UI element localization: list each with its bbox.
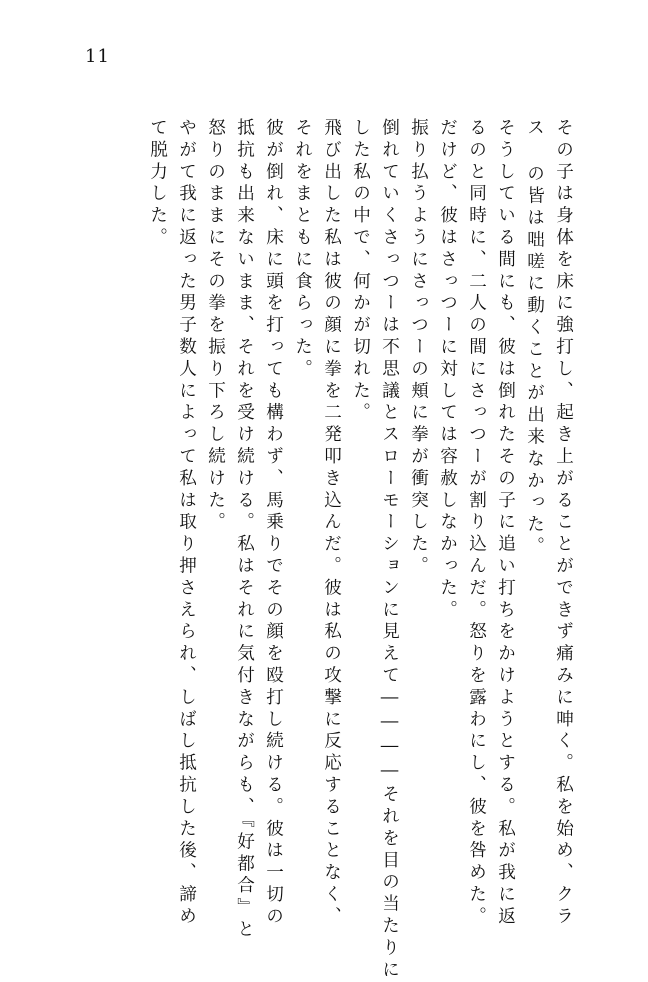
text-column: 飛び出した私は彼の顔に拳を二発叩き込んだ。彼は私の攻撃に反応することなく、 [321, 118, 342, 929]
vertical-text-body [60, 118, 580, 982]
text-column: そうしている間にも、彼は倒れたその子に追い打ちをかけようとする。私が我に返 [495, 118, 516, 929]
page-number: 11 [85, 46, 110, 67]
text-column: るのと同時に、二人の間にさっつーが割り込んだ。怒りを露わにし、彼を咎めた。 [466, 118, 487, 929]
text-column: 抵抗も出来ないまま、それを受け続ける。私はそれに気付きながらも、『好都合』と [234, 118, 255, 942]
text-column: て脱力した。 [147, 118, 168, 250]
text-column: その子は身体を床に強打し、起き上がることができず痛みに呻く。私を始め、クラ [553, 118, 574, 929]
text-column: 倒れていくさっつーは不思議とスローモーションに見えて――――それを目の当たりに [379, 118, 400, 982]
text-column: 彼が倒れ、床に頭を打っても構わず、馬乗りでその顔を殴打し続ける。彼は一切の [263, 118, 284, 929]
text-column: それをまともに食らった。 [292, 118, 313, 381]
text-column: 振り払うようにさっつーの頬に拳が衝突した。 [408, 118, 429, 578]
text-column: だけど、彼はさっつーに対しては容赦しなかった。 [437, 118, 458, 622]
text-column: やがて我に返った男子数人によって私は取り押さえられ、しばし抵抗した後、諦め [176, 118, 197, 929]
text-column: ス の皆は咄嗟に動くことが出来なかった。 [524, 118, 545, 559]
text-column: 怒りのままにその拳を振り下ろし続けた。 [205, 118, 226, 535]
text-column: した私の中で、何かが切れた。 [350, 118, 371, 425]
